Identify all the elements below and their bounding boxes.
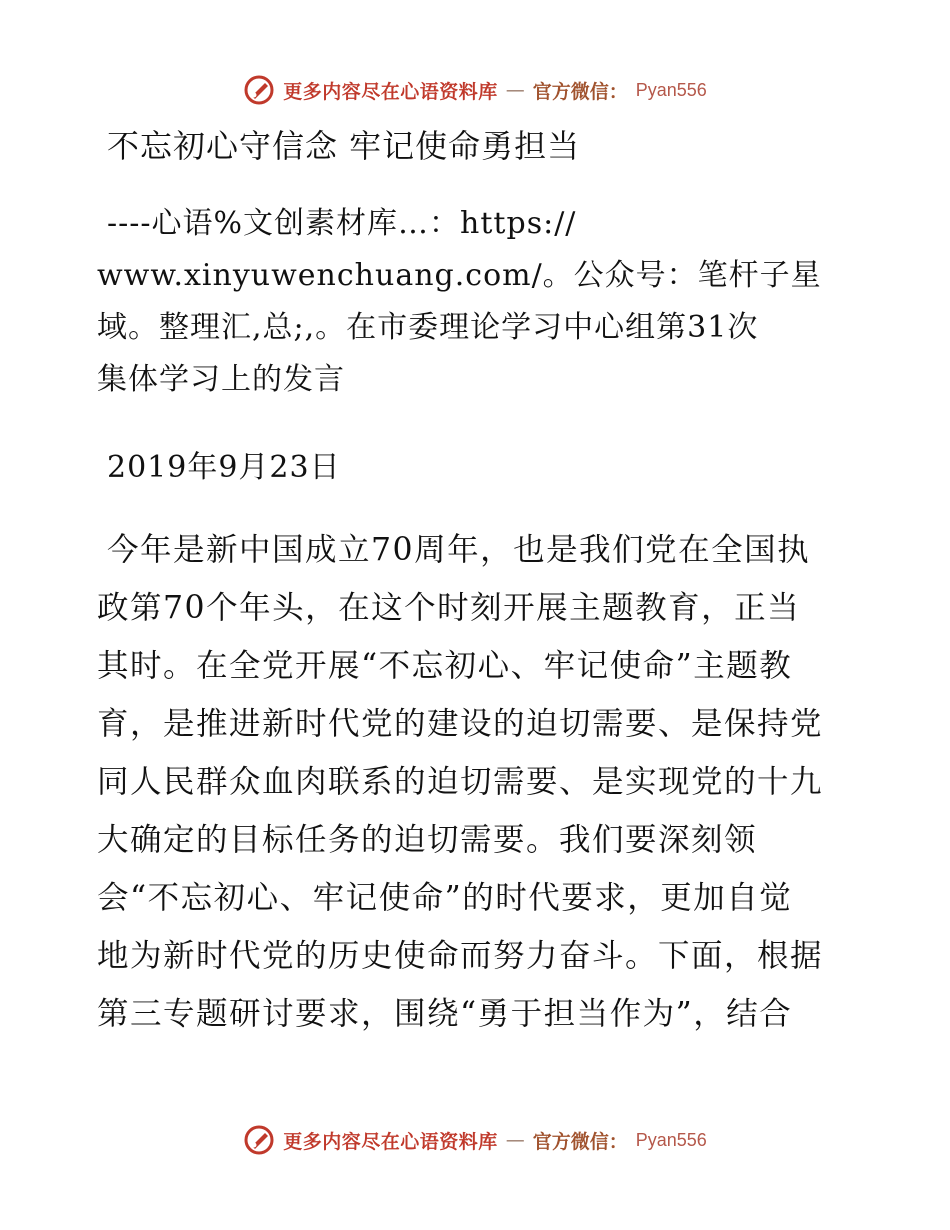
body-line: 地为新时代党的历史使命而努力奋斗。下面，根据	[97, 938, 824, 974]
body-line: 其时。在全党开展“不忘初心、牢记使命”主题教	[97, 648, 793, 684]
footer-watermark-banner	[0, 1120, 950, 1160]
banner-wechat-id: Pyan556	[635, 79, 707, 100]
banner-wechat-label: 官方微信：	[532, 81, 628, 103]
meta-line: www.xinyuwenchuang.com/。公众号：笔杆子星	[97, 258, 822, 293]
meta-line: 集体学习上的发言	[97, 362, 345, 397]
document-title: 不忘初心守信念 牢记使命勇担当	[107, 127, 581, 165]
document-date: 2019年9月23日	[107, 450, 341, 485]
banner-wechat-label: 官方微信：	[532, 1131, 628, 1153]
banner-wechat-id: Pyan556	[635, 1129, 707, 1150]
document-body	[97, 521, 849, 1043]
body-line: 育，是推进新时代党的建设的迫切需要、是保持党	[97, 706, 824, 742]
body-line: 政第70个年头，在这个时刻开展主题教育，正当	[97, 590, 801, 626]
brand-logo-icon	[243, 74, 275, 106]
meta-line: 域。整理汇,总;,。在市委理论学习中心组第31次	[97, 310, 759, 345]
header-watermark-banner	[0, 70, 950, 110]
document-meta	[97, 198, 857, 406]
body-line: 今年是新中国成立70周年，也是我们党在全国执	[107, 532, 811, 568]
body-line: 会“不忘初心、牢记使命”的时代要求，更加自觉	[97, 880, 793, 916]
banner-dash: —	[505, 1129, 525, 1151]
banner-brand-text: 更多内容尽在心语资料库	[283, 1130, 498, 1153]
banner-brand-text: 更多内容尽在心语资料库	[283, 80, 498, 103]
body-line: 第三专题研讨要求，围绕“勇于担当作为”，结合	[97, 996, 793, 1032]
body-line: 大确定的目标任务的迫切需要。我们要深刻领	[97, 822, 758, 858]
banner-dash: —	[505, 79, 525, 101]
meta-line: ----心语%文创素材库…：https://	[107, 206, 577, 241]
body-line: 同人民群众血肉联系的迫切需要、是实现党的十九	[97, 764, 824, 800]
brand-logo-icon	[243, 1124, 275, 1156]
